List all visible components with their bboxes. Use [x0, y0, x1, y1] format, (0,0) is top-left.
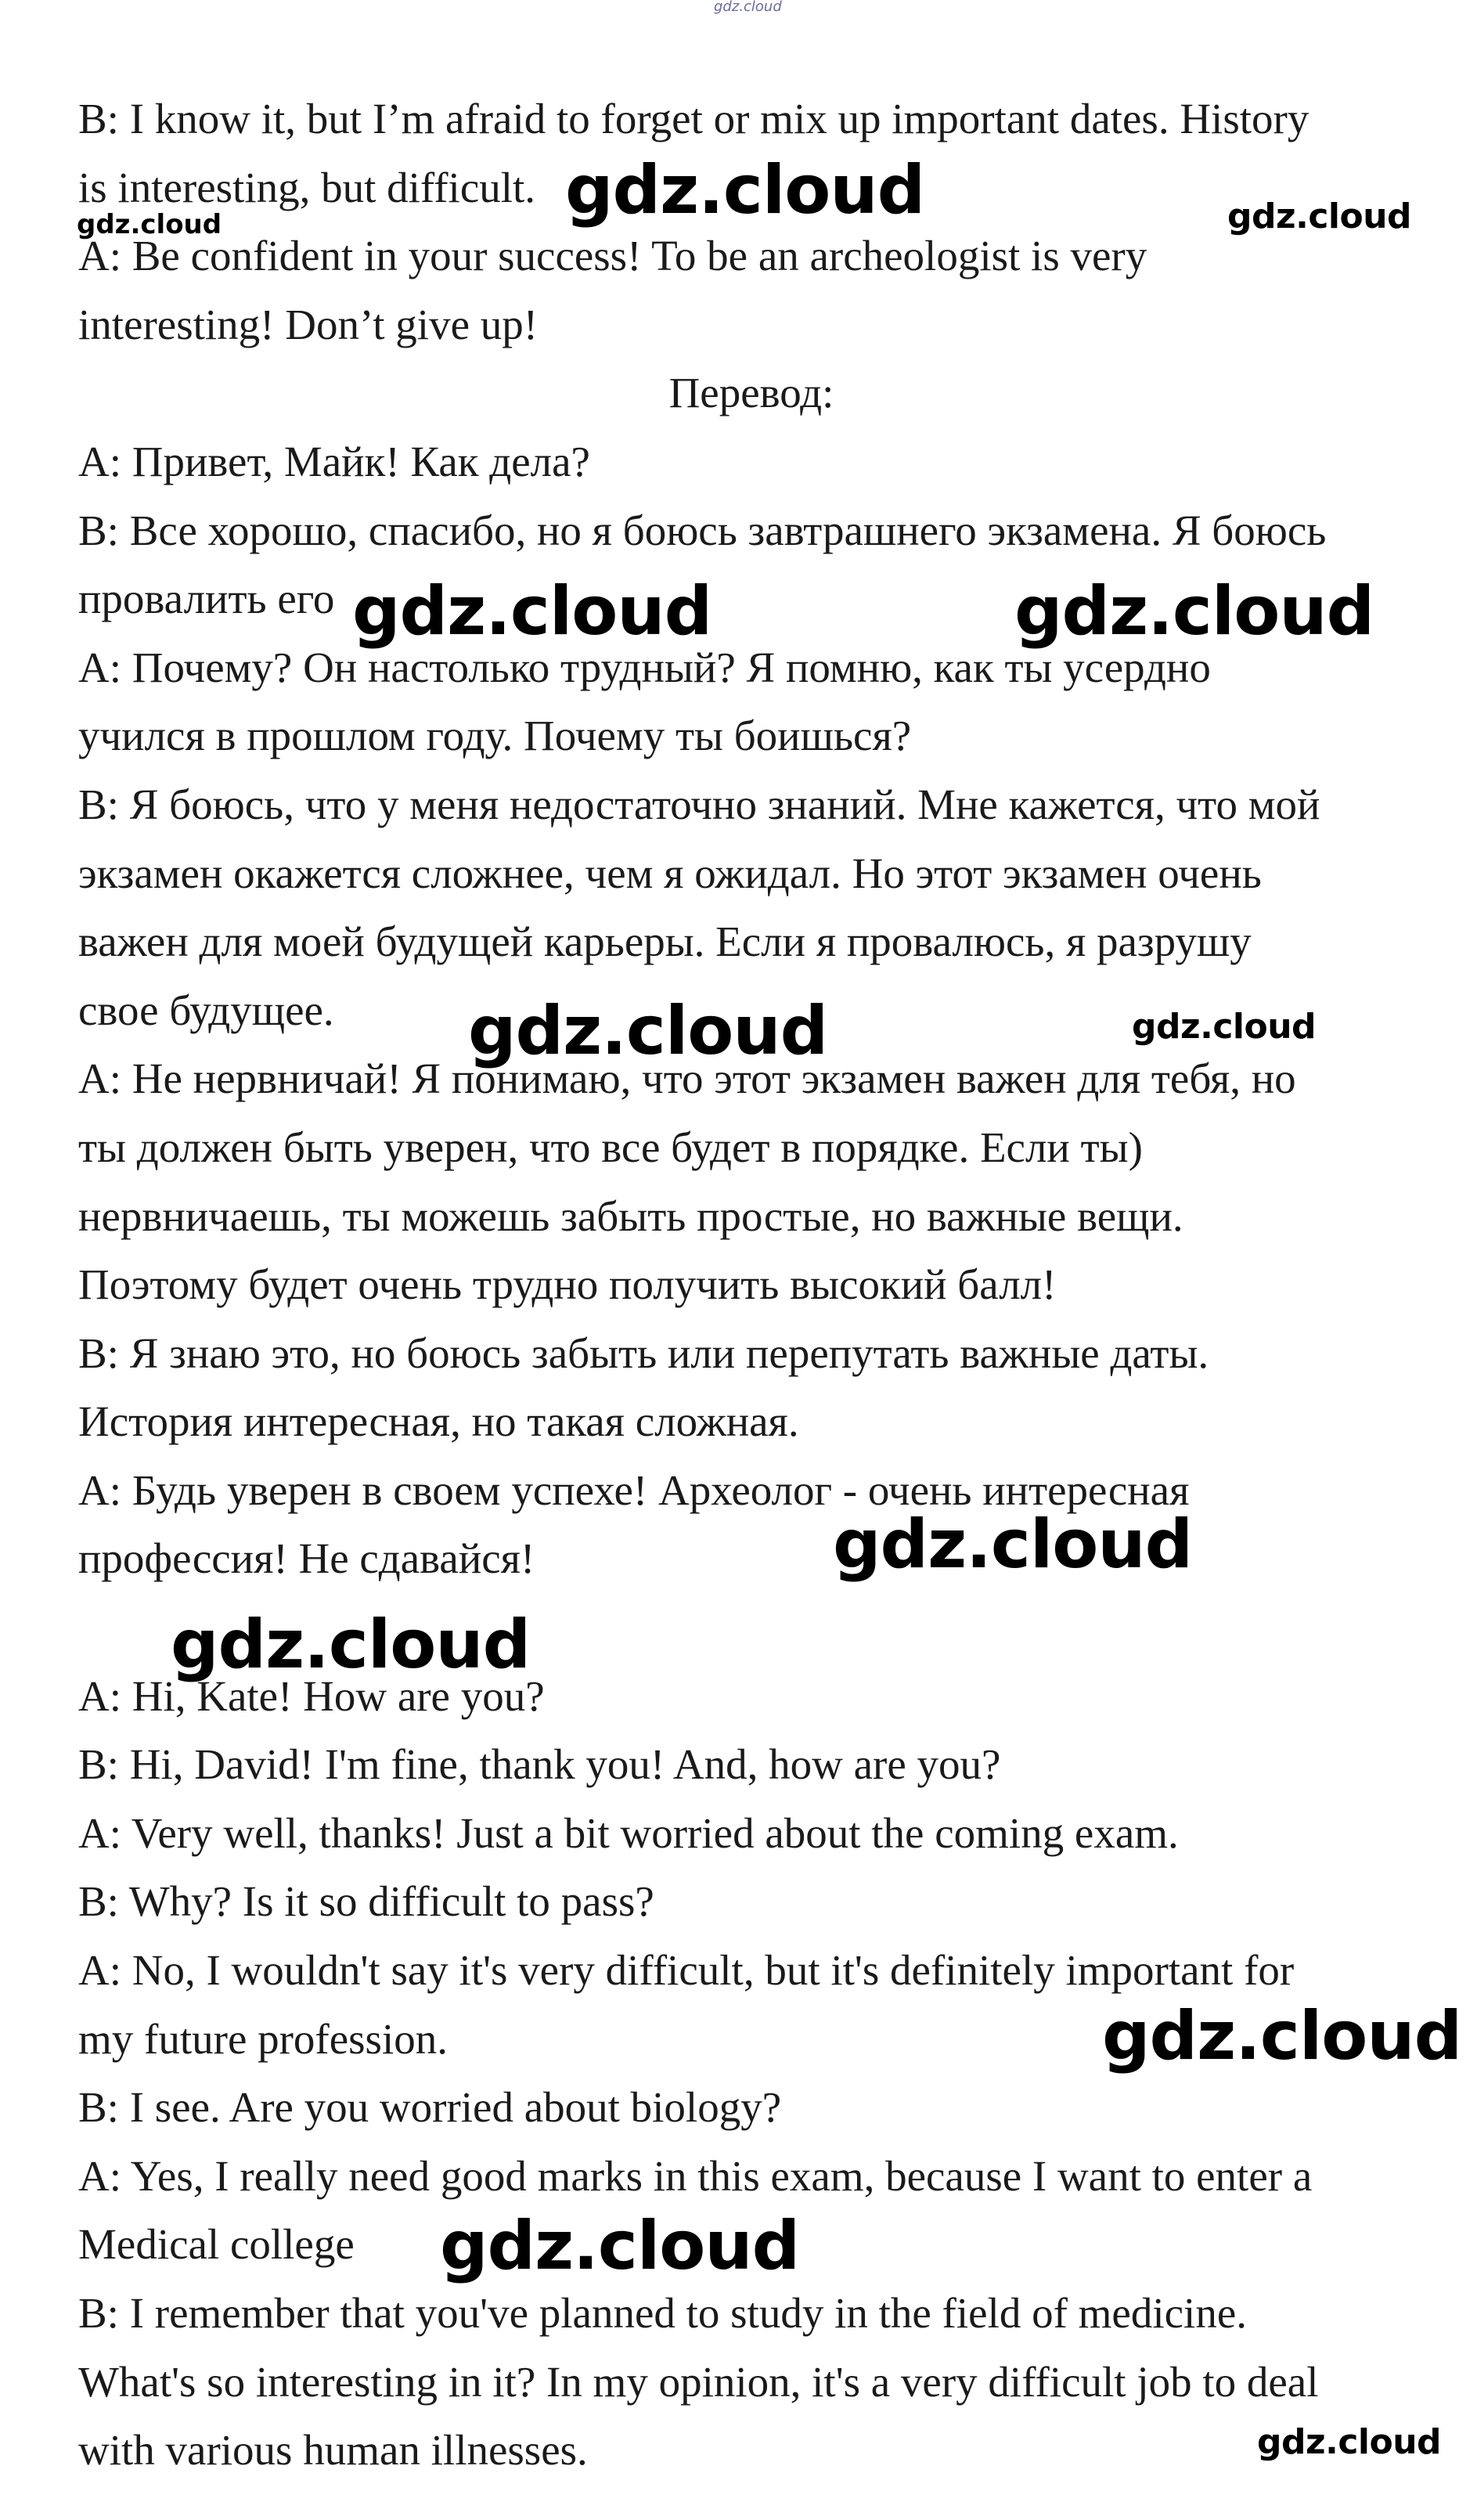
watermark: gdz.cloud — [1132, 1007, 1317, 1047]
text-line: важен для моей будущей карьеры. Если я провалюсь, я разрушу — [78, 918, 1252, 966]
text-line: История интересная, но такая сложная. — [78, 1397, 799, 1446]
text-line: A: No, I wouldn't say it's very difficult, but it's definitely important for — [78, 1946, 1295, 1995]
watermark: gdz.cloud — [1102, 1997, 1462, 2075]
watermark: gdz.cloud — [833, 1505, 1193, 1584]
text-line: Medical college — [78, 2220, 355, 2269]
text-line: провалить его — [78, 575, 335, 623]
text-line: B: I know it, but I’m afraid to forget or mix up important dates. History — [78, 95, 1309, 142]
text-line: B: Hi, David! I'm fine, thank you! And, how are you? — [78, 1740, 1001, 1789]
watermark: gdz.cloud — [1227, 196, 1412, 236]
text-line: Поэтому будет очень трудно получить высокий балл! — [78, 1260, 1057, 1309]
text-line: interesting! Don’t give up! — [78, 300, 539, 348]
text-line: нервничаешь, ты можешь забыть простые, но важные вещи. — [78, 1192, 1183, 1240]
text-line: профессия! Не сдавайся! — [78, 1534, 535, 1583]
text-line: экзамен окажется сложнее, чем я ожидал. Но этот экзамен очень — [78, 849, 1262, 897]
text-line: A: Very well, thanks! Just a bit worried about the coming exam. — [78, 1808, 1179, 1857]
watermark: gdz.cloud — [171, 1606, 531, 1684]
text-line: A: Привет, Майк! Как дела? — [78, 437, 590, 485]
text-line: B: I see. Are you worried about biology? — [78, 2083, 782, 2132]
watermark: gdz.cloud — [1014, 572, 1374, 651]
text-line: my future profession. — [78, 2014, 448, 2063]
text-line: with various human illnesses. — [78, 2426, 588, 2475]
text-line: A: Не нервничай! Я понимаю, что этот экзамен важен для тебя, но — [78, 1055, 1296, 1103]
text-line: B: Я знаю это, но боюсь забыть или перепутать важные даты. — [78, 1328, 1209, 1377]
text-line: A: Hi, Kate! How are you? — [78, 1671, 545, 1720]
text-line: is interesting, but difficult. — [78, 163, 536, 211]
text-line: A: Будь уверен в своем успехе! Археолог - очень интересная — [78, 1465, 1190, 1514]
text-line: B: I remember that you've planned to study in the field of medicine. — [78, 2289, 1247, 2337]
text-line: A: Почему? Он настолько трудный? Я помню, как ты усердно — [78, 643, 1211, 691]
text-line: свое будущее. — [78, 986, 334, 1034]
text-line: B: Все хорошо, спасибо, но я боюсь завтрашнего экзамена. Я боюсь — [78, 506, 1327, 554]
text-line: учился в прошлом году. Почему ты боишься? — [78, 712, 912, 760]
dialogue-text — [78, 85, 1425, 2485]
watermark: gdz.cloud — [352, 572, 712, 651]
text-line: What's so interesting in it? In my opinion, it's a very difficult job to deal — [78, 2357, 1319, 2406]
translation-heading: Перевод: — [668, 369, 834, 417]
text-line: A: Be confident in your success! To be an archeologist is very — [78, 232, 1147, 280]
text-line: B: Why? Is it so difficult to pass? — [78, 1877, 654, 1926]
watermark: gdz.cloud — [440, 2207, 800, 2285]
text-line: A: Yes, I really need good marks in this exam, because I want to enter a — [78, 2151, 1313, 2200]
text-line: ты должен быть уверен, что все будет в порядке. Если ты) — [78, 1123, 1143, 1171]
watermark: gdz.cloud — [565, 151, 925, 229]
watermark-top: gdz.cloud — [714, 0, 782, 15]
watermark: gdz.cloud — [77, 209, 222, 240]
watermark: gdz.cloud — [468, 992, 828, 1070]
text-line: B: Я боюсь, что у меня недостаточно знаний. Мне кажется, что мой — [78, 780, 1320, 828]
watermark: gdz.cloud — [1257, 2422, 1442, 2462]
